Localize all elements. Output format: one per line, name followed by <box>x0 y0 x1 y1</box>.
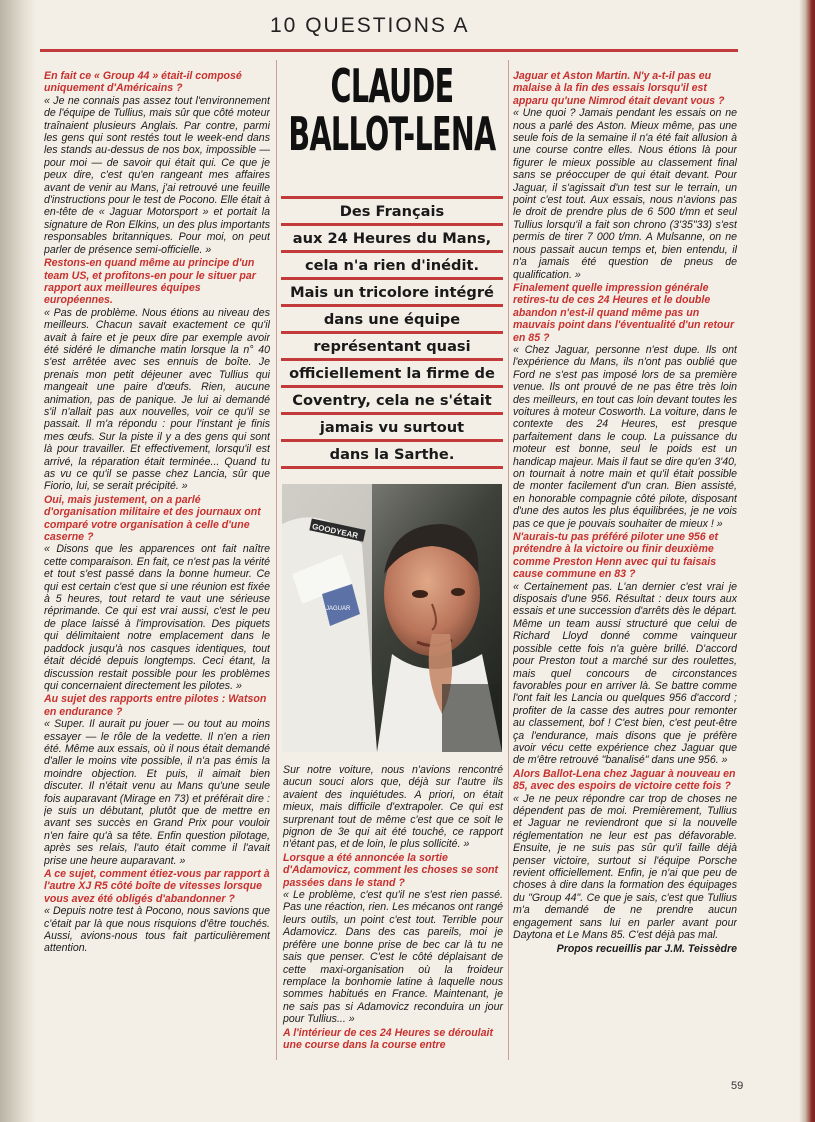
interview-answer: « Depuis notre test à Pocono, nous savions que c'était par là que nous risquions d'être touchés. Aussi, avions-nous tous fait particulièrement attention. <box>44 905 270 955</box>
interview-question: En fait ce « Group 44 » était-il composé uniquement d'Américains ? <box>44 70 242 95</box>
intro-line: Coventry, cela ne s'était <box>281 385 503 412</box>
interview-answer: « Je ne peux répondre car trop de choses ne dépendent pas de moi. Premièrement, Tullius et Jaguar ne reviendront que si la nouvelle réglementation ne leur est pas défavorable. Ensuite, je ne suis pas sûr qu'il faille déjà penser victoire, surtout si l'équipe Porsche revient officiellement. Enfin, je n'ai que peu de choses à dire dans la formation des équipages du "Group 44". Ce que je sais, c'est que Tullius m'a demandé de ne prendre aucun engagement sans lui en parler avant pour Daytona et Le Mans 85. C'est déjà pas mal. <box>513 792 737 942</box>
section-header: 10 QUESTIONS A <box>270 14 470 37</box>
interview-question: Jaguar et Aston Martin. N'y a-t-il pas eu malaise à la fin des essais lorsqu'il est apparu qu'une Nimrod était devant vous ? <box>513 70 725 107</box>
interview-question: Au sujet des rapports entre pilotes : Watson en endurance ? <box>44 693 267 718</box>
interview-question: N'aurais-tu pas préféré piloter une 956 et prétendre à la victoire ou finir deuxième comme Preston Henn avec qui tu faisais cause commune en 83 ? <box>513 531 719 581</box>
article-column-right <box>513 70 737 1072</box>
interview-answer: « Certainement pas. L'an dernier c'est vrai je disposais d'une 956. Résultat : deux tours aux essais et une succession d'arrêts dès le départ. Même un team aussi structuré que celui de Richard Lloyd donné comme vainqueur possible cette fois n'a guère brillé. D'accord pour Preston tout a marché sur des roulettes, mais quel concours de circonstances favorables pour en arriver là. Se battre comme l'ont fait les Lancia ou quelques 956 d'accord ; profiter de la casse des autres pour remonter au classement, bof ! C'est bien, c'est peut-être ça l'endurance, mais disons que je préfère avoir vécu cette expérience chez Jaguar que de m'être retrouvé "banalisé" dans une 956. » <box>513 580 737 767</box>
column-divider <box>276 60 277 1060</box>
interview-question: Finalement quelle impression générale retires-tu de ces 24 Heures et le double abandon n'est-il quand même pas un mauvais point dans l'éventualité d'un retour en 85 ? <box>513 281 735 344</box>
interview-question: Alors Ballot-Lena chez Jaguar à nouveau en 85, avec des espoirs de victoire cette fois ? <box>513 767 736 793</box>
suit-badge-text: JAGUAR <box>326 606 351 612</box>
intro-rule <box>281 466 503 469</box>
intro-line: Mais un tricolore intégré <box>281 277 503 304</box>
interview-question: Oui, mais justement, on a parlé d'organisation militaire et des journaux ont comparé votre organisation à celle d'une caserne ? <box>44 493 261 544</box>
page-edge <box>799 0 815 1122</box>
page-binding-shadow <box>0 0 36 1122</box>
interview-answer: « Pas de problème. Nous étions au niveau des meilleurs. Chacun savait exactement ce qu'il avait à faire et je peux dire par exemple avoir été sidéré le dimanche matin lorsque la n° 40 s'est arrêtée avec ses ennuis de boîte. Je prenais mon petit déjeuner avec Tullius qui mangeait une paire d'œufs. Rien, aucune animation, pas de panique. Je lui ai demandé s'il n'allait pas aux nouvelles, voir ce qu'il se passait. Il m'a répondu : pour l'instant je finis mes œufs. Sur la piste il y a des gens qui sont là pour travailler. Et effectivement, lorsqu'il est arrivé, la réparation était terminée... Quand tu as vu ce qu'il se passe chez Lancia, sûr que Fiorio, lui, se serait précipité. » <box>44 306 270 493</box>
interview-question: A ce sujet, comment étiez-vous par rapport à l'autre XJ R5 côté boîte de vitesses lorsque vous avez été obligés d'abandonner ? <box>44 868 270 905</box>
interview-answer: « Le problème, c'est qu'il ne s'est rien passé. Pas une réaction, rien. Les mécanos ont rangé leurs outils, un point c'est tout. Terrible pour Adamovicz. Dans des cas pareils, moi je préfère une bonne prise de bec car là tu ne sais que penser. C'est le côté déplaisant de cette maxi-organisation où la froideur remplace la bonhomie latine à laquelle nous sommes habitués en France. Maintenant, je ne sais pas si Adamovicz reconduira un jour pour Tullius... » <box>283 889 503 1026</box>
column-divider <box>508 60 509 1060</box>
intro-line: dans la Sarthe. <box>281 439 503 466</box>
interview-question: Lorsque a été annoncée la sortie d'Adamovicz, comment les choses se sont passées dans le stand ? <box>283 851 499 889</box>
intro-line: jamais vu surtout <box>281 412 503 439</box>
interview-answer: « Chez Jaguar, personne n'est dupe. Ils ont l'expérience du Mans, ils n'ont pas oublié que Ford ne s'est pas imposé lors de sa première venue. Ils ont prouvé de ne pas être très loin des meilleurs, en tout cas loin devant toutes les voitures à moteur Cosworth. La voiture, dans le contexte des 24 Heures, est presque parfaitement dans le coup. La puissance du moteur est bonne, seul le poids est un handicap majeur. Mais il faut se dire qu'en 3'40, on tournait à notre main et qu'il était possible de monter facilement d'un cran. Bien assisté, en honorable compagnie côté pilote, disposant d'une des autos les plus équilibrées, je ne vois pas ce que je pouvais souhaiter de mieux ! » <box>513 343 737 530</box>
intro-line: Des Français <box>281 196 503 223</box>
intro-line: dans une équipe <box>281 304 503 331</box>
title-lastname: BALLOT-LENA <box>288 107 496 161</box>
intro-line: représentant quasi <box>281 331 503 358</box>
driver-photo <box>282 484 502 752</box>
driver-portrait-illustration <box>282 484 502 752</box>
article-intro <box>281 196 503 469</box>
page-number: 59 <box>731 1080 744 1092</box>
article-title <box>281 59 503 161</box>
intro-line: cela n'a rien d'inédit. <box>281 250 503 277</box>
author-credit: Propos recueillis par J.M. Teissèdre <box>556 943 737 956</box>
intro-line: officiellement la firme de <box>281 358 503 385</box>
article-column-center <box>283 764 503 1051</box>
suit-sponsor-text: GOODYEAR <box>311 521 359 541</box>
interview-answer: « Super. Il aurait pu jouer — ou tout au moins essayer — le rôle de la vedette. Il n'en a rien été. Même aux essais, où il nous était demandé d'aller le moins vite possible, il n'a pas émis la moindre objection. Et puis, il aimait bien discuter. Il n'était venu au Mans qu'une seule fois auparavant (Mirage en 73) et préférait dire : je suis un débutant, plutôt que de mettre en avant ses succès en Grand Prix pour vouloir n'en faire qu'à sa tête. Enfin question pilotage, après ses relais, l'auto était comme il l'avait prise une heure auparavant. » <box>44 718 270 867</box>
intro-line: aux 24 Heures du Mans, <box>281 223 503 250</box>
interview-answer: « Disons que les apparences ont fait naître cette comparaison. En fait, ce n'est pas la vérité et tout s'est passé dans la bonne humeur. Ce qui est certain c'est que si une réunion est fixée à 5 heures, tout retard te vaut une sérieuse réprimande. Ce qui est vrai aussi, c'est le peu de place laissé à l'improvisation. Des piquets qui délimitaient notre emplacement dans le paddock jusqu'à nos casques identiques, tout était décidé depuis longtemps. Ceci étant, la discussion restait possible pour les problèmes qui concernaient directement les pilotes. » <box>44 543 270 692</box>
title-firstname: CLAUDE <box>330 59 454 113</box>
interview-answer: « Je ne connais pas assez tout l'environnement de l'équipe de Tullius, mais sûr que côté moteur traînaient plusieurs Anglais. Par contre, parmi les gens qui sont restés tout le week-end dans les stands au-dessus de nos box, impossible — pour moi — de savoir qui était qui. Ce que je peux dire, c'est qu'en rangeant mes affaires avant de venir au Mans, j'ai retrouvé une feuille d'instructions pour le test de Pocono. Elle était à en-tête de « Jaguar Motorsport » et portait la signature de Ron Elkins, un des plus importants responsables britanniques. Pour moi, on peut parler de présence semi-officielle. » <box>44 94 270 256</box>
interview-answer: « Une quoi ? Jamais pendant les essais on ne nous a parlé des Aston. Mieux même, pas une seule fois de la semaine il n'a été fait allusion à une course contre elles. Nous étions là pour figurer le mieux possible au classement final sans se préoccuper de qui était devant. Pour Jaguar, il s'agissait d'un test sur le terrain, un point c'est tout. Aux essais, nous n'avions pas le droit de prendre plus de 6 500 t/mn et seul Tullius lorsqu'il a fait son chrono (3'35"33) s'est permis de tirer 7 000 t/mn. A Mulsanne, on ne nous passait aucun temps et, bien entendu, il n'a jamais été question de pneus de qualification. » <box>513 107 737 281</box>
interview-question: A l'intérieur de ces 24 Heures se déroulait une course dans la course entre <box>283 1026 493 1051</box>
article-column-left <box>44 70 270 1082</box>
header-rule <box>40 49 738 52</box>
interview-question: Restons-en quand même au principe d'un team US, et profitons-en pour le situer par rapport aux meilleures équipes européennes. <box>44 257 256 307</box>
interview-answer: Sur notre voiture, nous n'avions rencontré aucun souci alors que, déjà sur l'autre ils avaient des inquiétudes. A priori, on était mieux, mais difficile d'extrapoler. Ce qui est surprenant tout de même c'est que ce soit le pignon de 3e qui ait été touché, ce rapport n'étant pas, et de loin, le plus sollicité. » <box>283 764 503 851</box>
